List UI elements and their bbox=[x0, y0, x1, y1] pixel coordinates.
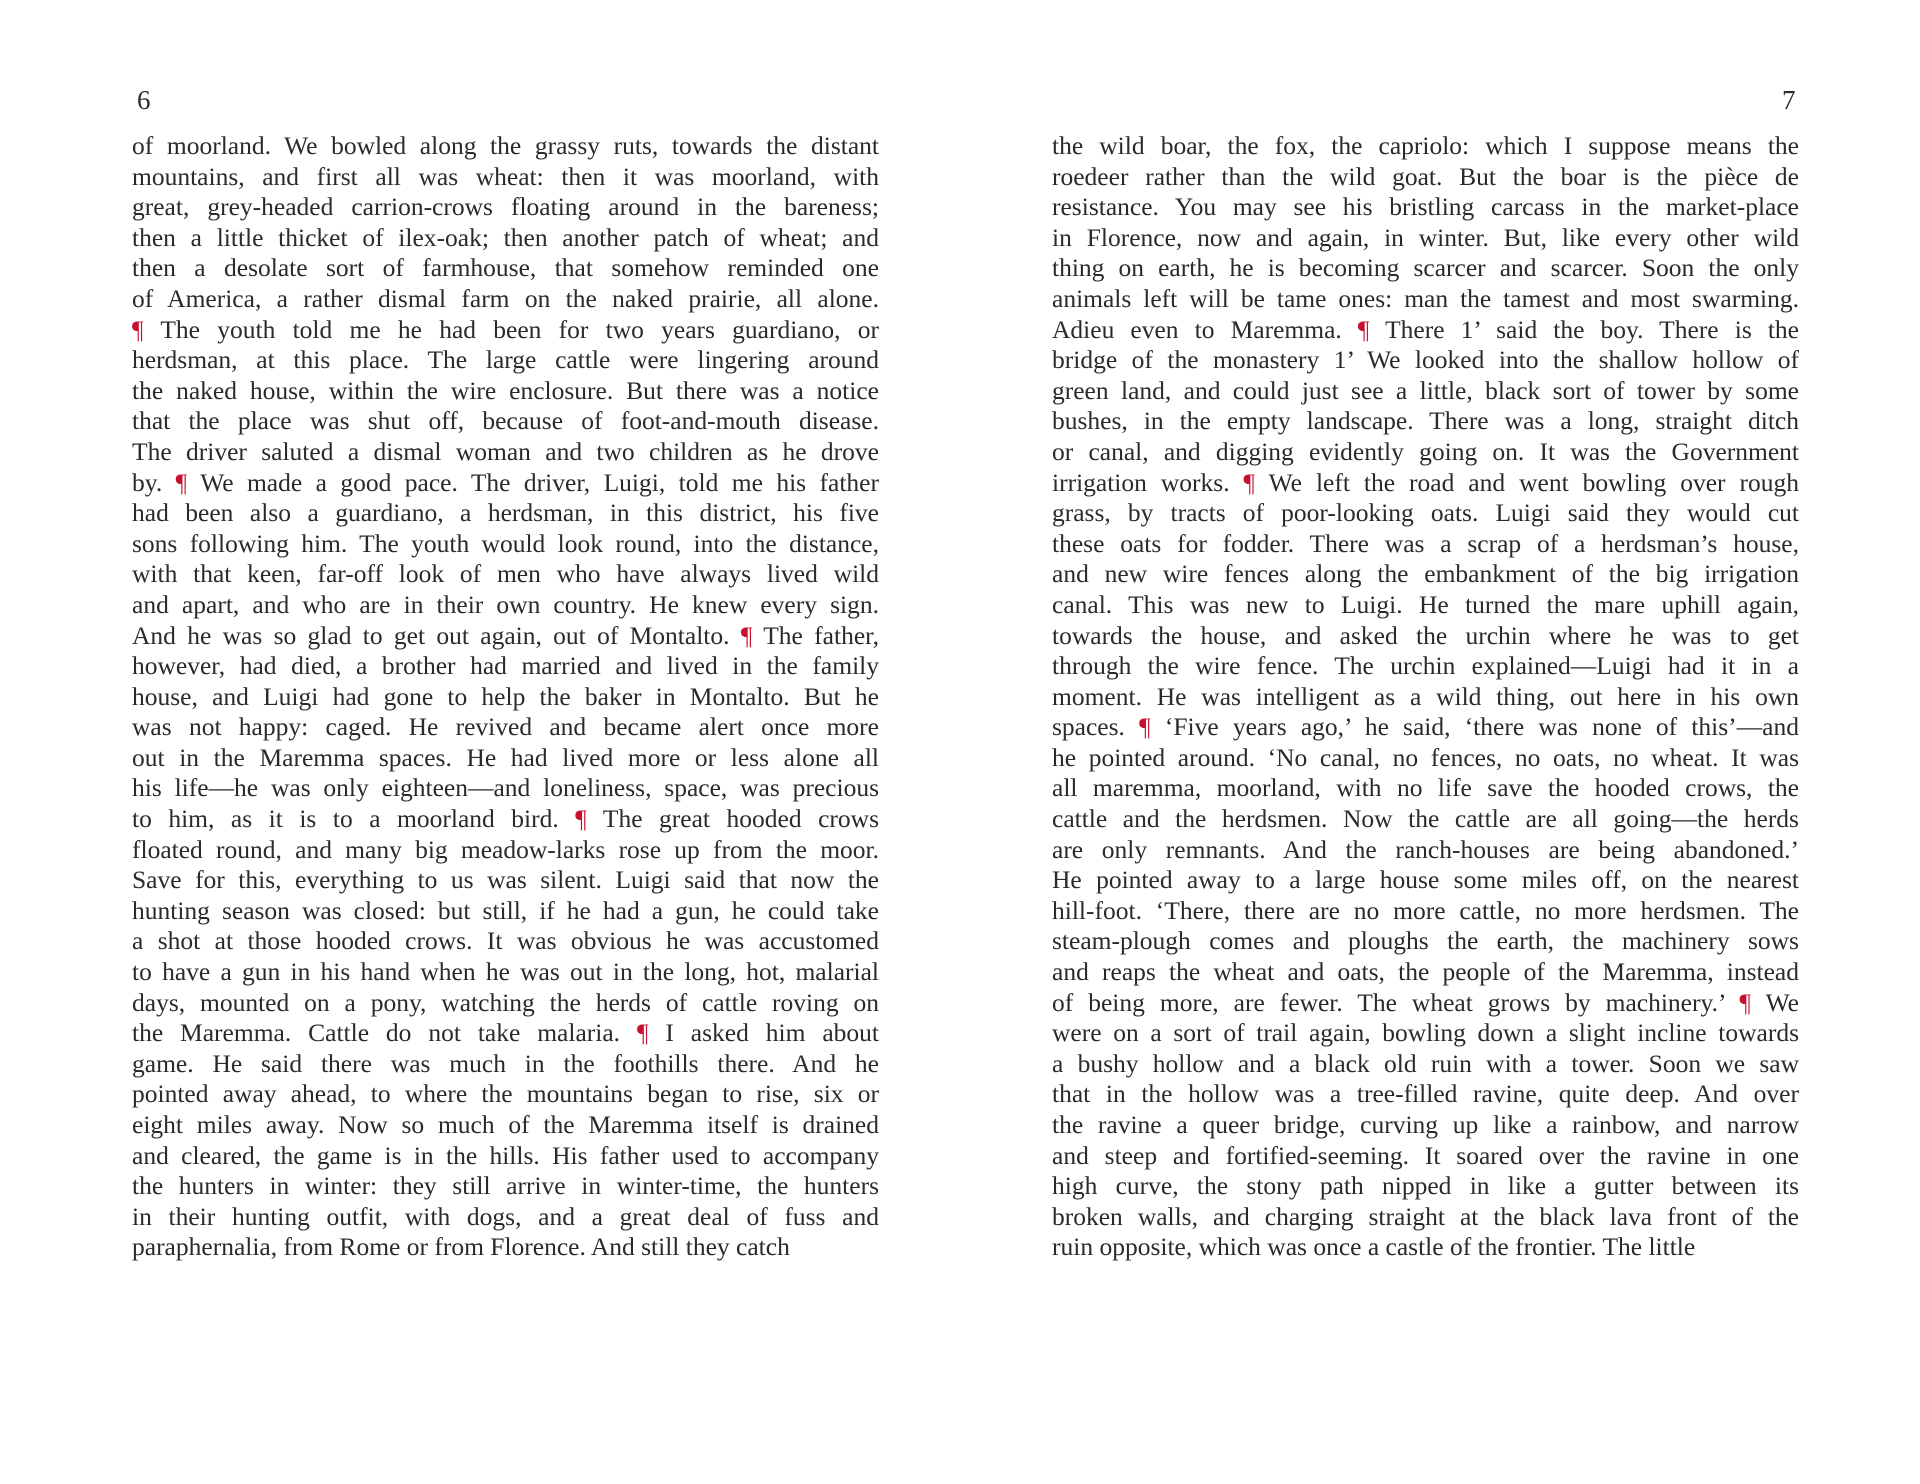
text-segment: of being more, are fewer. The wheat grows by machinery.’ bbox=[1052, 987, 1740, 1017]
text-line bbox=[1052, 926, 1799, 957]
text-segment: were on a sort of trail again, bowling down a slight incline towards bbox=[1052, 1018, 1799, 1048]
text-segment: then a little thicket of ilex-oak; then another patch of wheat; and bbox=[132, 222, 879, 252]
text-segment: that in the hollow was a tree-filled ravine, quite deep. And over bbox=[1052, 1079, 1799, 1109]
text-segment: of moorland. We bowled along the grassy ruts, towards the distant bbox=[132, 131, 879, 160]
text-segment: floated round, and many big meadow-larks rose up from the moor. bbox=[132, 834, 879, 864]
text-line bbox=[132, 162, 879, 193]
text-segment: roedeer rather than the wild goat. But the boar is the pièce de bbox=[1052, 161, 1799, 191]
text-segment: the naked house, within the wire enclosure. But there was a notice bbox=[132, 375, 879, 405]
text-segment: the wild boar, the fox, the capriolo: which I suppose means the bbox=[1052, 131, 1799, 160]
text-segment: that the place was shut off, because of foot-and-mouth disease. bbox=[132, 406, 879, 436]
text-segment: sons following him. The youth would look round, into the distance, bbox=[132, 528, 879, 558]
text-segment: He pointed away to a large house some miles off, on the nearest bbox=[1052, 865, 1799, 895]
pilcrow-mark: ¶ bbox=[740, 620, 753, 650]
text-segment: canal. This was new to Luigi. He turned the mare uphill again, bbox=[1052, 589, 1799, 619]
text-segment: he pointed around. ‘No canal, no fences, no oats, no wheat. It was bbox=[1052, 742, 1799, 772]
text-line bbox=[1052, 162, 1799, 193]
text-line bbox=[1052, 559, 1799, 590]
text-line bbox=[1052, 682, 1799, 713]
text-line bbox=[132, 1110, 879, 1141]
text-segment: The youth told me he had been for two years guardiano, or bbox=[143, 314, 879, 344]
text-segment: pointed away ahead, to where the mountains began to rise, six or bbox=[132, 1079, 879, 1109]
text-segment: herdsman, at this place. The large cattle were lingering around bbox=[132, 345, 879, 375]
text-line bbox=[132, 1018, 879, 1049]
text-line bbox=[132, 406, 879, 437]
text-segment: irrigation works. bbox=[1052, 467, 1244, 497]
pilcrow-mark: ¶ bbox=[1139, 712, 1151, 742]
text-segment: and reaps the wheat and oats, the people of the Maremma, instead bbox=[1052, 957, 1799, 987]
text-line bbox=[1052, 192, 1799, 223]
text-line bbox=[1052, 223, 1799, 254]
text-segment: green land, and could just see a little, black sort of tower by some bbox=[1052, 375, 1799, 405]
text-segment: to have a gun in his hand when he was out in the long, hot, malarial bbox=[132, 957, 879, 987]
text-line bbox=[1052, 131, 1799, 162]
page-number-right: 7 bbox=[1782, 85, 1796, 115]
text-segment: the hunters in winter: they still arrive in winter-time, the hunters bbox=[132, 1171, 879, 1201]
text-segment: The father, bbox=[752, 620, 879, 650]
text-line bbox=[1052, 406, 1799, 437]
text-line bbox=[132, 804, 879, 835]
text-line bbox=[132, 498, 879, 529]
text-segment: And he was so glad to get out again, out of Montalto. bbox=[132, 620, 741, 650]
text-line bbox=[1052, 1141, 1799, 1172]
text-line bbox=[132, 1232, 879, 1263]
text-line bbox=[132, 1079, 879, 1110]
text-segment: was not happy: caged. He revived and became alert once more bbox=[132, 712, 879, 742]
text-line bbox=[132, 896, 879, 927]
text-line bbox=[1052, 498, 1799, 529]
text-line bbox=[1052, 621, 1799, 652]
text-line bbox=[1052, 743, 1799, 774]
text-line bbox=[132, 988, 879, 1019]
text-line bbox=[1052, 957, 1799, 988]
text-segment: to him, as it is to a moorland bird. bbox=[132, 804, 576, 834]
text-segment: animals left will be tame ones: man the tamest and most swarming. bbox=[1052, 283, 1799, 313]
text-line bbox=[132, 1141, 879, 1172]
text-segment: towards the house, and asked the urchin where he was to get bbox=[1052, 620, 1799, 650]
text-line bbox=[1052, 1202, 1799, 1233]
text-segment: Adieu even to Maremma. bbox=[1052, 314, 1358, 344]
text-segment: spaces. bbox=[1052, 712, 1140, 742]
text-segment: bushes, in the empty landscape. There was a long, straight ditch bbox=[1052, 406, 1799, 436]
text-segment: mountains, and first all was wheat: then it was moorland, with bbox=[132, 161, 879, 191]
text-segment: the ravine a queer bridge, curving up like a rainbow, and narrow bbox=[1052, 1110, 1799, 1139]
text-segment: and cleared, the game is in the hills. His father used to accompany bbox=[132, 1140, 879, 1170]
text-line bbox=[1052, 345, 1799, 376]
text-line bbox=[132, 345, 879, 376]
text-line bbox=[132, 712, 879, 743]
text-line bbox=[1052, 1232, 1799, 1263]
text-line bbox=[1052, 529, 1799, 560]
text-line bbox=[132, 376, 879, 407]
page-number-left: 6 bbox=[137, 85, 151, 115]
text-line bbox=[132, 192, 879, 223]
text-line bbox=[1052, 437, 1799, 468]
text-line bbox=[132, 682, 879, 713]
text-segment: house, and Luigi had gone to help the baker in Montalto. But he bbox=[132, 681, 879, 711]
text-line bbox=[132, 468, 879, 499]
text-segment: The great hooded crows bbox=[586, 804, 879, 834]
text-line bbox=[1052, 590, 1799, 621]
pilcrow-mark: ¶ bbox=[175, 467, 188, 497]
text-segment: great, grey-headed carrion-crows floating around in the bareness; bbox=[132, 192, 879, 222]
text-segment: Save for this, everything to us was silent. Luigi said that now the bbox=[132, 865, 879, 895]
text-line bbox=[132, 590, 879, 621]
pilcrow-mark: ¶ bbox=[1739, 987, 1752, 1017]
text-line bbox=[132, 1202, 879, 1233]
text-line bbox=[1052, 865, 1799, 896]
text-segment: thing on earth, he is becoming scarcer and scarcer. Soon the only bbox=[1052, 253, 1799, 283]
text-segment: a shot at those hooded crows. It was obvious he was accustomed bbox=[132, 926, 879, 956]
text-segment: ‘Five years ago,’ he said, ‘there was none of this’—and bbox=[1150, 712, 1799, 742]
text-segment: cattle and the herdsmen. Now the cattle are all going—the herds bbox=[1052, 804, 1799, 834]
text-segment: out in the Maremma spaces. He had lived more or less alone all bbox=[132, 742, 879, 772]
text-segment: eight miles away. Now so much of the Maremma itself is drained bbox=[132, 1110, 879, 1139]
text-line bbox=[1052, 253, 1799, 284]
text-line bbox=[132, 131, 879, 162]
text-segment: game. He said there was much in the foothills there. And he bbox=[132, 1048, 879, 1078]
text-line bbox=[1052, 773, 1799, 804]
text-line bbox=[132, 559, 879, 590]
text-segment: the Maremma. Cattle do not take malaria. bbox=[132, 1018, 637, 1048]
text-line bbox=[132, 651, 879, 682]
text-line bbox=[1052, 896, 1799, 927]
text-segment: a bushy hollow and a black old ruin with a tower. Soon we saw bbox=[1052, 1048, 1799, 1078]
text-segment: The driver saluted a dismal woman and two children as he drove bbox=[132, 436, 879, 466]
text-line bbox=[132, 529, 879, 560]
text-segment: We made a good pace. The driver, Luigi, told me his father bbox=[187, 467, 879, 497]
text-segment: through the wire fence. The urchin explained—Luigi had it in a bbox=[1052, 651, 1799, 681]
text-segment: broken walls, and charging straight at the black lava front of the bbox=[1052, 1201, 1799, 1231]
pilcrow-mark: ¶ bbox=[132, 314, 144, 344]
text-line bbox=[1052, 468, 1799, 499]
text-line bbox=[132, 865, 879, 896]
text-segment: his life—he was only eighteen—and loneliness, space, was precious bbox=[132, 773, 879, 803]
pilcrow-mark: ¶ bbox=[636, 1018, 649, 1048]
text-line bbox=[1052, 1049, 1799, 1080]
text-line bbox=[1052, 835, 1799, 866]
text-segment: We bbox=[1751, 987, 1799, 1017]
left-page-body bbox=[132, 131, 879, 1263]
text-line bbox=[1052, 315, 1799, 346]
text-segment: and new wire fences along the embankment of the big irrigation bbox=[1052, 559, 1799, 589]
text-line bbox=[132, 253, 879, 284]
text-line bbox=[132, 437, 879, 468]
text-line bbox=[132, 773, 879, 804]
text-line bbox=[132, 743, 879, 774]
text-segment: ruin opposite, which was once a castle of the frontier. The little bbox=[1052, 1232, 1696, 1262]
text-segment: grass, by tracts of poor-looking oats. Luigi said they would cut bbox=[1052, 498, 1799, 528]
text-line bbox=[132, 1171, 879, 1202]
text-line bbox=[132, 1049, 879, 1080]
text-segment: then a desolate sort of farmhouse, that somehow reminded one bbox=[132, 253, 879, 283]
text-segment: of America, a rather dismal farm on the naked prairie, all alone. bbox=[132, 283, 879, 313]
text-line bbox=[132, 223, 879, 254]
text-segment: There 1’ said the boy. There is the bbox=[1369, 314, 1799, 344]
text-segment: bridge of the monastery 1’ We looked into the shallow hollow of bbox=[1052, 345, 1799, 375]
text-segment: steam-plough comes and ploughs the earth, the machinery sows bbox=[1052, 926, 1799, 956]
text-segment: high curve, the stony path nipped in like a gutter between its bbox=[1052, 1171, 1799, 1201]
text-line bbox=[1052, 1079, 1799, 1110]
text-line bbox=[1052, 1171, 1799, 1202]
text-line bbox=[132, 315, 879, 346]
text-line bbox=[1052, 376, 1799, 407]
text-segment: moment. He was intelligent as a wild thing, out here in his own bbox=[1052, 681, 1799, 711]
text-line bbox=[1052, 988, 1799, 1019]
text-line bbox=[1052, 651, 1799, 682]
text-line bbox=[1052, 712, 1799, 743]
text-line bbox=[1052, 1110, 1799, 1141]
pilcrow-mark: ¶ bbox=[1243, 467, 1256, 497]
text-segment: hunting season was closed: but still, if he had a gun, he could take bbox=[132, 895, 879, 925]
text-segment: by. bbox=[132, 467, 176, 497]
text-segment: these oats for fodder. There was a scrap of a herdsman’s house, bbox=[1052, 528, 1799, 558]
text-line bbox=[132, 835, 879, 866]
pilcrow-mark: ¶ bbox=[1357, 314, 1370, 344]
text-line bbox=[132, 284, 879, 315]
text-segment: and apart, and who are in their own country. He knew every sign. bbox=[132, 589, 879, 619]
text-segment: had been also a guardiano, a herdsman, in this district, his five bbox=[132, 498, 879, 528]
pilcrow-mark: ¶ bbox=[575, 804, 587, 834]
text-segment: resistance. You may see his bristling carcass in the market-place bbox=[1052, 192, 1799, 222]
text-segment: days, mounted on a pony, watching the herds of cattle roving on bbox=[132, 987, 879, 1017]
right-page-body bbox=[1052, 131, 1799, 1263]
text-line bbox=[132, 957, 879, 988]
text-line bbox=[1052, 1018, 1799, 1049]
text-segment: with that keen, far-off look of men who have always lived wild bbox=[132, 559, 879, 589]
text-segment: in Florence, now and again, in winter. But, like every other wild bbox=[1052, 222, 1799, 252]
text-segment: hill-foot. ‘There, there are no more cattle, no more herdsmen. The bbox=[1052, 895, 1799, 925]
text-line bbox=[1052, 284, 1799, 315]
text-segment: We left the road and went bowling over rough bbox=[1255, 467, 1799, 497]
text-segment: and steep and fortified-seeming. It soared over the ravine in one bbox=[1052, 1140, 1799, 1170]
text-line bbox=[132, 926, 879, 957]
text-segment: all maremma, moorland, with no life save the hooded crows, the bbox=[1052, 773, 1799, 803]
text-segment: or canal, and digging evidently going on. It was the Government bbox=[1052, 436, 1799, 466]
text-segment: however, had died, a brother had married and lived in the family bbox=[132, 651, 879, 681]
text-line bbox=[132, 621, 879, 652]
text-segment: are only remnants. And the ranch-houses are being abandoned.’ bbox=[1052, 834, 1799, 864]
text-line bbox=[1052, 804, 1799, 835]
text-segment: paraphernalia, from Rome or from Florence. And still they catch bbox=[132, 1232, 790, 1262]
text-segment: I asked him about bbox=[648, 1018, 879, 1048]
text-segment: in their hunting outfit, with dogs, and a great deal of fuss and bbox=[132, 1201, 879, 1231]
